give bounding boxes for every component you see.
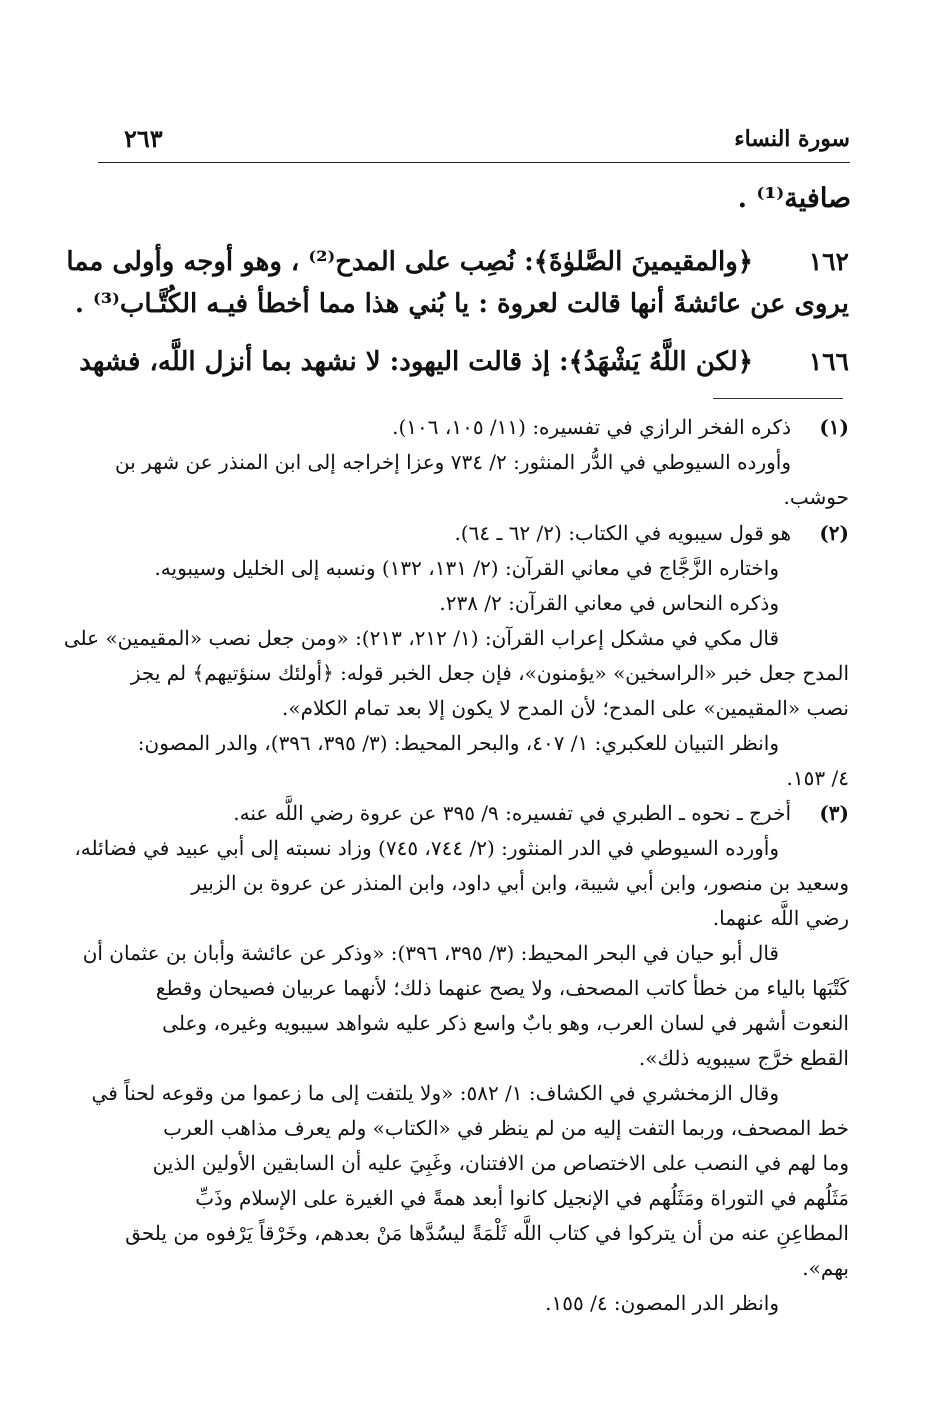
continuation-text: صافية⁽¹⁾ . xyxy=(737,183,851,214)
footnote-number: (١) xyxy=(819,415,849,439)
footnote-line: وأورده السيوطي في الدر المنثور: (٢/ ٧٤٤، ٧٤٥) وزاد نسبته إلى أبي عبيد في فضائله، xyxy=(74,836,779,860)
footnote-line: حوشب. xyxy=(783,485,849,509)
footnote-line: وانظر التبيان للعكبري: ١/ ٤٠٧، والبحر المحيط: (٣/ ٣٩٥، ٣٩٦)، والدر المصون: xyxy=(137,731,779,755)
footnote-body xyxy=(91,410,849,515)
page-number: ٢٦٣ xyxy=(124,124,163,153)
verse-line: يروى عن عائشةَ أنها قالت لعروة : يا بُني هذا مما أخطأ فيـه الكُتَّـاب⁽³⁾ . xyxy=(74,289,849,319)
footnote-line: واختاره الزَّجَّاج في معاني القرآن: (٢/ ١٣١، ١٣٢) ونسبه إلى الخليل وسيبويه. xyxy=(154,556,779,580)
footnote-line: نصب «المقيمين» على المدح؛ لأن المدح لا يكون إلا بعد تمام الكلام». xyxy=(282,696,849,720)
footnote-body xyxy=(74,796,849,1321)
footnote-line: وأورده السيوطي في الدُّر المنثور: ٢/ ٧٣٤ وعزا إخراجه إلى ابن المنذر عن شهر بن xyxy=(115,450,791,474)
verse-line: ﴿والمقيمينَ الصَّلوٰةَ﴾: نُصِب على المدح⁽²⁾ ، وهو أوجه وأولى مما xyxy=(66,247,753,277)
footnote-line: ذكره الفخر الرازي في تفسيره: (١١/ ١٠٥، ١٠٦). xyxy=(392,415,791,439)
footnote-number: (٣) xyxy=(819,801,849,825)
footnote-line: بهم». xyxy=(802,1256,849,1280)
footnote-line: مَثَلُهم في التوراة ومَثَلُهم في الإنجيل كانوا أبعد همةً في الغيرة على الإسلام وذَبِّ xyxy=(195,1186,849,1210)
footnote-line: وما لهم في النصب على الاختصاص من الافتنان، وغَبِيَ عليه أن السابقين الأولين الذين xyxy=(152,1151,849,1175)
footnote-line: وذكره النحاس في معاني القرآن: ٢/ ٢٣٨. xyxy=(439,591,779,615)
footnote-line: المطاعِنِ عنه من أن يتركوا في كتاب اللَّه ثَلْمَةً ليسُدَّها مَنْ بعدهم، وخَرْقاً يَرْفوه من يلحق xyxy=(125,1221,849,1245)
verse-line: ﴿لكن اللَّهُ يَشْهَدُ﴾: إذ قالت اليهود: لا نشهد بما أنزل اللَّه، فشهد xyxy=(79,347,753,377)
page-header xyxy=(98,126,850,163)
footnote-line: وقال الزمخشري في الكشاف: ١/ ٥٨٢: «ولا يلتفت إلى ما زعموا من وقوعه لحناً في xyxy=(91,1081,779,1105)
footnote-line: هو قول سيبويه في الكتاب: (٢/ ٦٢ ـ ٦٤). xyxy=(454,521,791,545)
surah-title: سورة النساء xyxy=(734,126,850,152)
verse-number: ١٦٢ xyxy=(808,247,849,276)
footnote-line: النعوت أشهر في لسان العرب، وهو بابٌ واسع ذكر عليه شواهد سيبويه وغيره، وعلى xyxy=(162,1011,849,1035)
footnote-line: المدح جعل خبر «الراسخين» «يؤمنون»، فإن جعل الخبر قوله: ﴿أولئك سنؤتيهم﴾ لم يجز xyxy=(130,661,849,685)
footnote-line: ٤/ ١٥٣. xyxy=(786,766,849,790)
footnote-line: القطع خرَّج سيبويه ذلك». xyxy=(638,1046,849,1070)
footnote-line: خط المصحف، وربما التفت إليه من لم ينظر في «الكتاب» ولم يعرف مذاهب العرب xyxy=(163,1116,849,1140)
footnote-line: قال مكي في مشكل إعراب القرآن: (١/ ٢١٢، ٢١٣): «ومن جعل نصب «المقيمين» على xyxy=(63,626,779,650)
footnote-line: وسعيد بن منصور، وابن أبي شيبة، وابن أبي داود، وابن المنذر عن عروة بن الزبير xyxy=(191,871,849,895)
footnote-body xyxy=(63,516,849,796)
verse-number: ١٦٦ xyxy=(808,347,849,376)
footnote-line: رضي اللَّه عنهما. xyxy=(712,906,849,930)
footnote-line: قال أبو حيان في البحر المحيط: (٣/ ٣٩٥، ٣٩٦): «وذكر عن عائشة وأبان بن عثمان أن xyxy=(82,941,779,965)
footnote-line: كَتْبَها بالياء من خطأ كاتب المصحف، ولا يصح عنهما ذلك؛ لأنهما عربيان فصيحان وقطع xyxy=(155,976,849,1000)
footnote-separator xyxy=(713,398,843,399)
footnote-line: أخرج ـ نحوه ـ الطبري في تفسيره: ٩/ ٣٩٥ عن عروة رضي اللَّه عنه. xyxy=(233,801,791,825)
footnote-number: (٢) xyxy=(819,521,849,545)
footnote-line: وانظر الدر المصون: ٤/ ١٥٥. xyxy=(545,1291,779,1315)
